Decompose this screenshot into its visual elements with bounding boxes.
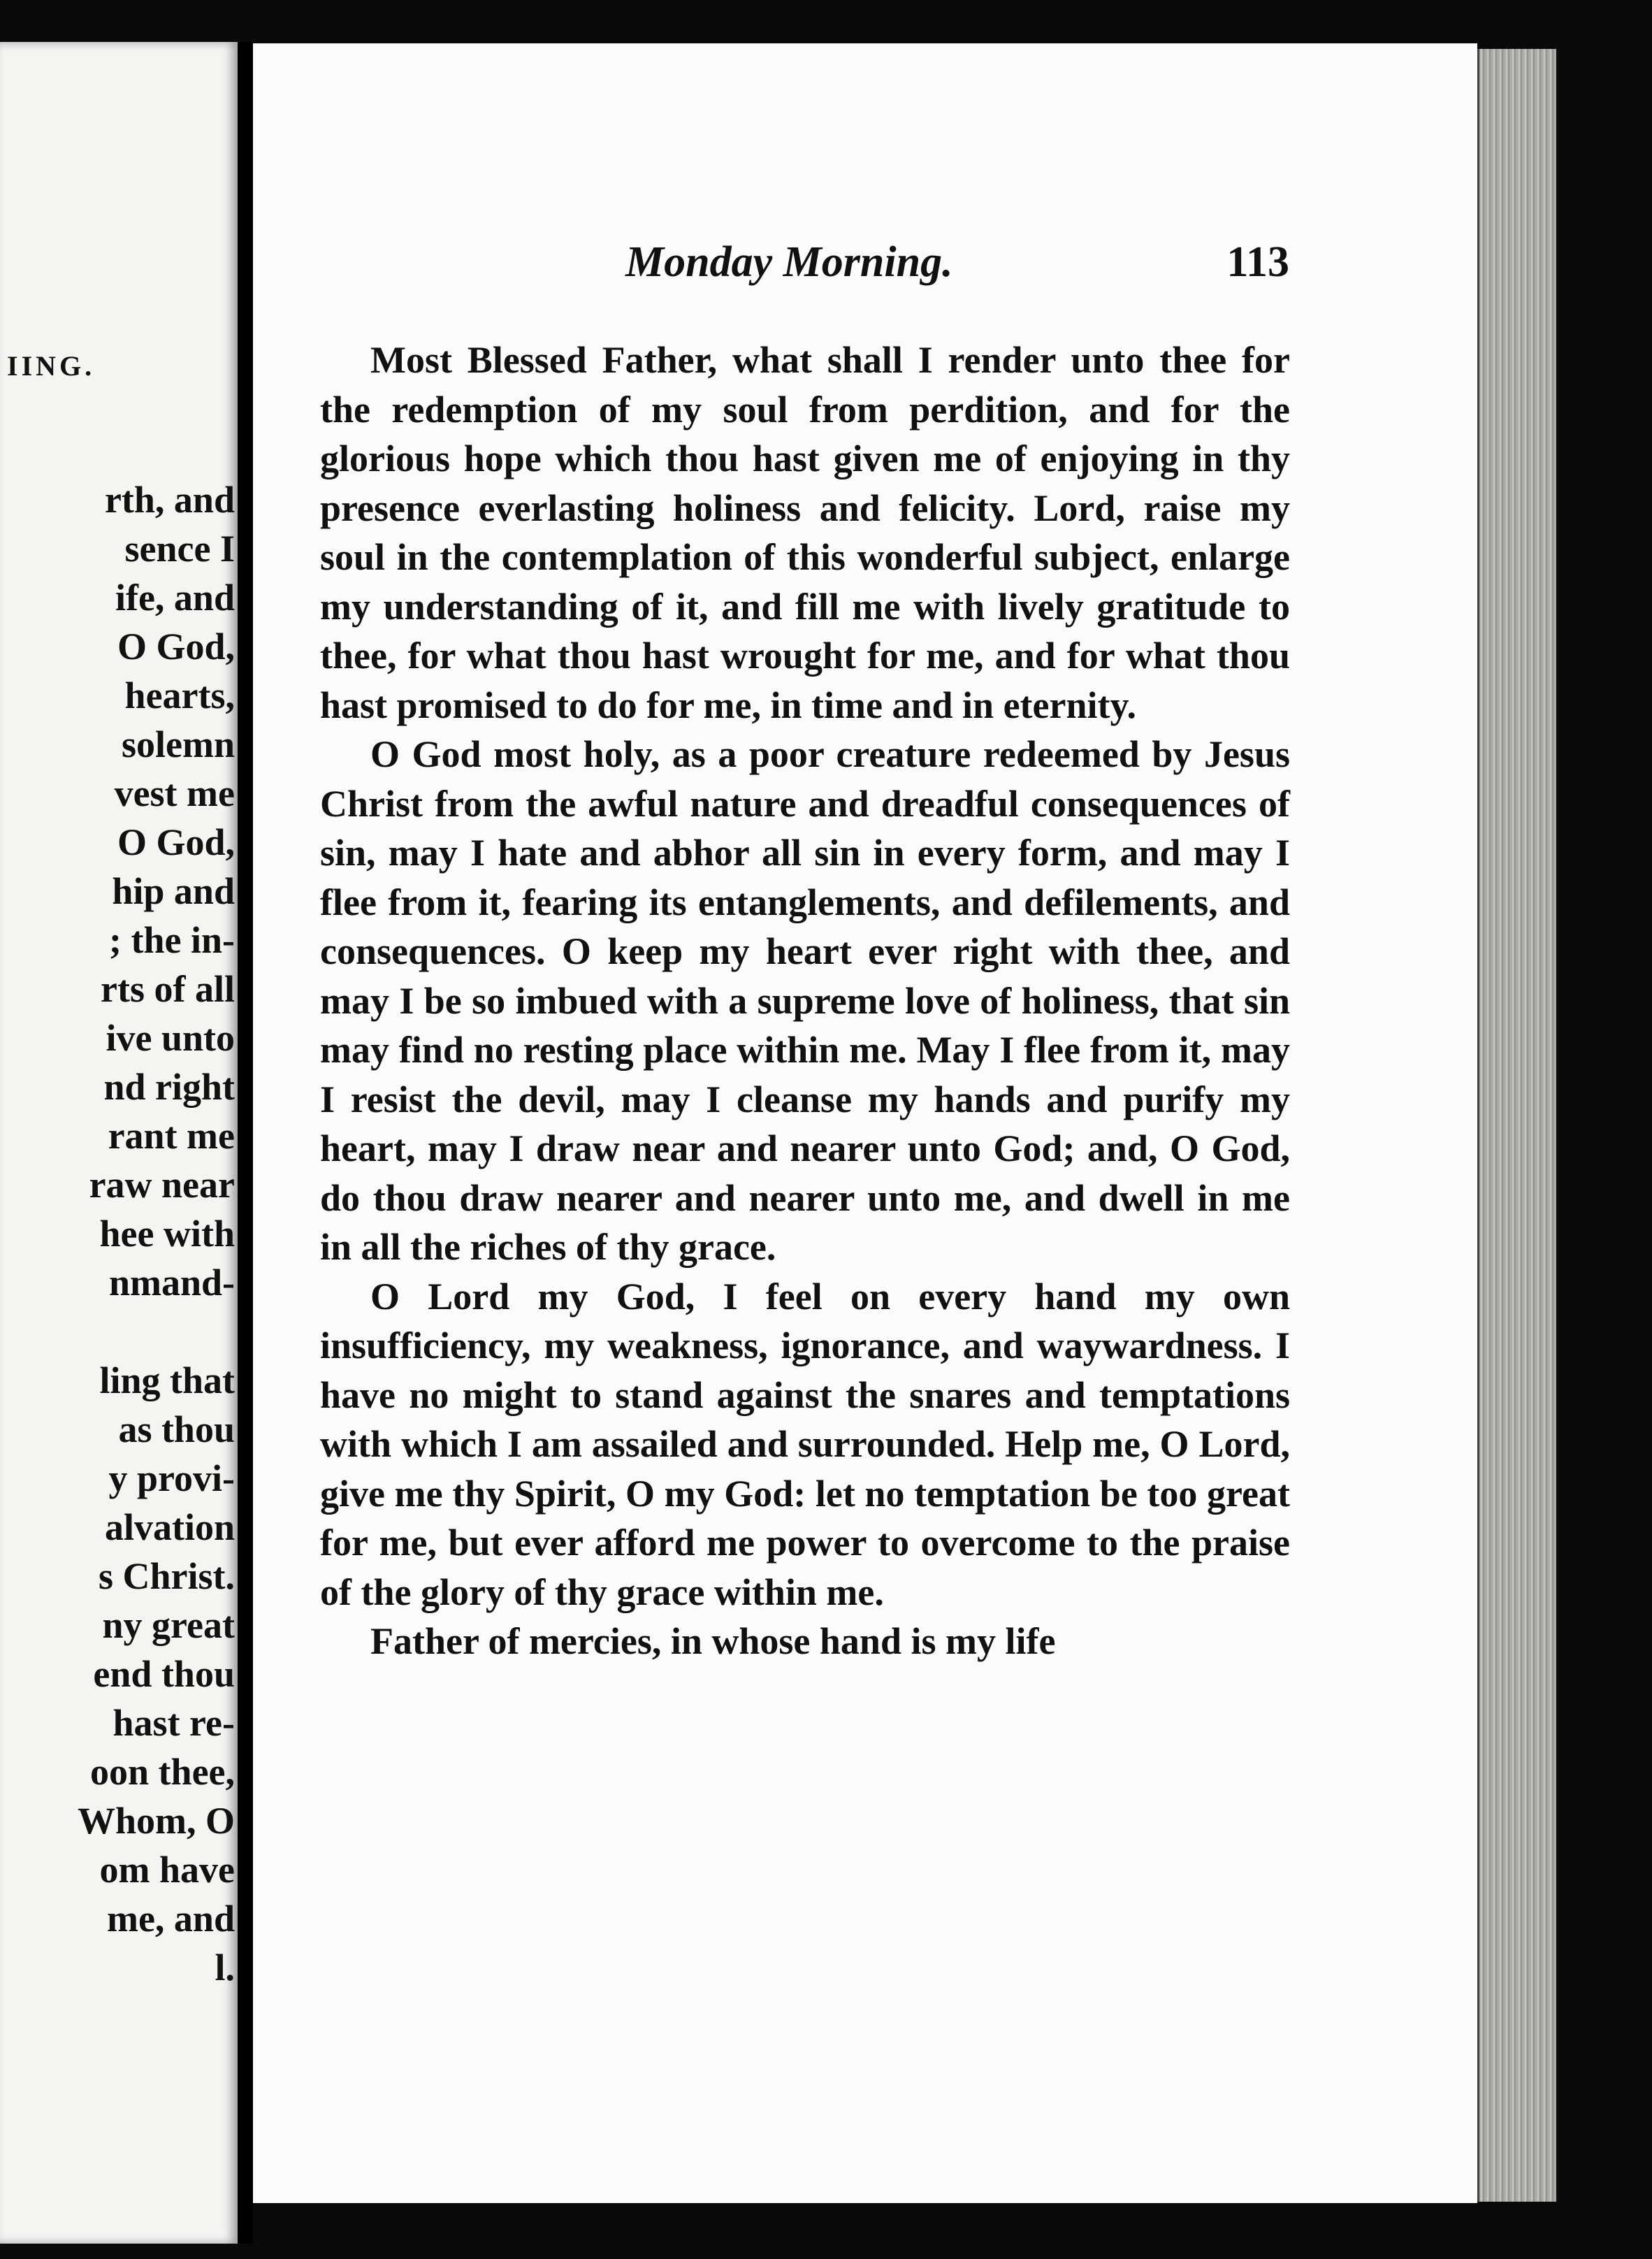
left-line: me, and (106, 1898, 235, 1940)
left-line: O God, (117, 821, 235, 863)
left-line: rts of all (101, 968, 235, 1010)
left-line: vest me (114, 772, 235, 814)
left-line: solemn (122, 723, 235, 765)
left-line: y provi- (108, 1457, 235, 1499)
left-line: raw near (89, 1164, 235, 1206)
left-line: nmand- (108, 1262, 235, 1304)
left-line: ive unto (106, 1017, 235, 1059)
left-line: alvation (104, 1506, 235, 1548)
left-line: ling that (99, 1359, 235, 1401)
left-line: oon thee, (90, 1751, 235, 1793)
left-line: om have (99, 1849, 235, 1891)
paragraph: Most Blessed Father, what shall I render unto thee for the redemption of my soul from perdition, and for the glorious hope which thou hast given me of enjoying in thy presence everlasting holiness and felicity. Lord, raise my soul in the contemplation of this wonderful subject, enlarge my understanding of it, and fill me with lively gratitude to thee, for what thou hast wrought for me, and for what thou hast promised to do for me, in time and in eternity. (320, 339, 1290, 726)
page-number: 113 (1226, 238, 1289, 286)
left-line: ife, and (115, 577, 235, 619)
left-line: as thou (118, 1408, 235, 1450)
left-line: hast re- (113, 1702, 235, 1744)
left-line: ny great (102, 1604, 235, 1646)
left-line (4, 1307, 235, 1356)
running-title: Monday Morning. (625, 238, 953, 286)
page-edges (1477, 49, 1556, 2202)
paragraph: O God most holy, as a poor creature redeemed by Jesus Christ from the awful nature and dreadful consequences of sin, may I hate and abhor all sin in every form, and may I flee from it, fearing its entanglements, and defilements, and consequences. O keep my heart ever right with thee, and may I be so imbued with a supreme love of holiness, that sin may find no resting place within me. May I flee from it, may I resist the devil, may I cleanse my hands and purify my heart, may I draw near and nearer unto God; and, O God, do thou draw nearer and nearer unto me, and dwell in me in all the riches of thy grace. (320, 733, 1290, 1268)
left-line: end thou (93, 1653, 235, 1695)
left-running-head: IING. (7, 350, 96, 382)
left-page (0, 42, 238, 2244)
left-line: hip and (112, 870, 235, 912)
left-line: O God, (117, 626, 235, 667)
left-page-text (4, 475, 235, 1992)
left-line: rant me (108, 1115, 235, 1157)
body-text (320, 335, 1290, 1666)
left-line: hearts, (124, 674, 235, 716)
left-line: Whom, O (77, 1800, 235, 1842)
running-head (625, 238, 1289, 294)
left-line: l. (215, 1947, 235, 1989)
left-line: ; the in- (109, 919, 235, 961)
left-line: nd right (103, 1066, 235, 1108)
left-line: s Christ. (98, 1555, 235, 1597)
left-line: hee with (99, 1213, 235, 1255)
left-line: sence I (124, 528, 235, 570)
book-gutter (238, 42, 253, 2244)
left-line: rth, and (104, 479, 235, 521)
paragraph: O Lord my God, I feel on every hand my own insufficiency, my weakness, ignorance, and waywardness. I have no might to stand against the snares and temptations with which I am assailed and surrounded. Help me, O Lord, give me thy Spirit, O my God: let no temptation be too great for me, but ever afford me power to overcome to the praise of the glory of thy grace within me. (320, 1275, 1290, 1613)
paragraph: Father of mercies, in whose hand is my life (370, 1620, 1056, 1662)
